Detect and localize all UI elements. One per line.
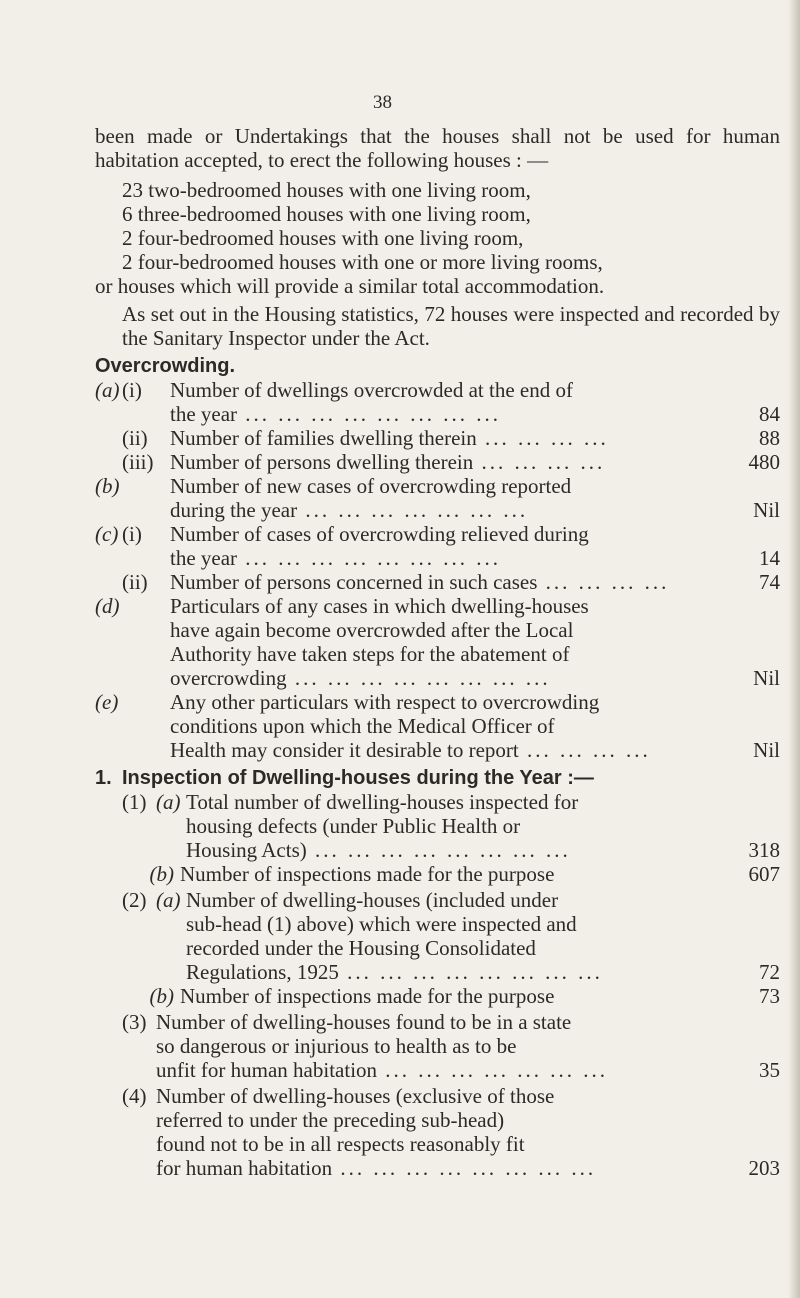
item-label: (a) xyxy=(95,378,120,402)
item-value: 72 xyxy=(759,960,780,984)
item-text: Number of dwelling-houses found to be in a state xyxy=(156,1010,572,1034)
item-text: so dangerous or injurious to health as to be xyxy=(156,1034,517,1058)
sub-label: (b) xyxy=(149,862,174,886)
item-text: Regulations, 1925 xyxy=(186,960,339,984)
item-text: the year xyxy=(170,546,238,570)
sub-label: (b) xyxy=(149,984,174,1008)
intro-paragraph: been made or Undertakings that the houses shall not be used for human habitation accepted, to erect the following houses : — xyxy=(95,124,780,172)
section-number: 1. xyxy=(95,767,112,789)
document-body xyxy=(95,124,780,1180)
item-text: have again become overcrowded after the Local xyxy=(170,618,574,642)
item-number: (1) xyxy=(122,790,147,814)
item-text: Number of dwelling-houses (included under xyxy=(186,888,559,912)
inspection-1a: (1) (a) Total number of dwelling-houses inspected for housing defects (under Public Health or Housing Acts) ... ... ... ... ... ... ... ... 318 xyxy=(122,790,780,862)
overcrowding-e: (e) Any other particulars with respect to overcrowding conditions upon which the Medical Officer of Health may consider it desirable to report ... ... ... ... Nil xyxy=(95,690,780,762)
item-text: Number of dwellings overcrowded at the end of xyxy=(170,378,573,402)
item-value: Nil xyxy=(753,738,780,762)
inspection-2b xyxy=(95,984,780,1008)
item-value: 14 xyxy=(759,546,780,570)
sub-label: (iii) xyxy=(122,450,154,474)
item-text: Total number of dwelling-houses inspected for xyxy=(186,790,579,814)
item-value: 73 xyxy=(759,984,780,1008)
item-text: Particulars of any cases in which dwelling-houses xyxy=(170,594,589,618)
item-text: Number of cases of overcrowding relieved during xyxy=(170,522,589,546)
item-label: (b) xyxy=(95,474,120,498)
houses-tail: or houses which will provide a similar total accommodation. xyxy=(95,274,605,298)
item-label: (e) xyxy=(95,690,119,714)
item-value: 203 xyxy=(748,1156,780,1180)
item-value: 607 xyxy=(748,862,780,886)
house-item: 2 four-bedroomed houses with one or more living rooms, xyxy=(122,250,603,274)
item-label: (d) xyxy=(95,594,120,618)
item-text: referred to under the preceding sub-head) xyxy=(156,1108,505,1132)
overcrowding-c-i: (c) (i) Number of cases of overcrowding relieved during the year ... ... ... ... ... ... ... ... 14 xyxy=(95,522,780,570)
item-text: Number of inspections made for the purpose xyxy=(180,862,555,886)
item-text: Number of families dwelling therein xyxy=(170,426,477,450)
item-text: Authority have taken steps for the abatement of xyxy=(170,642,570,666)
item-value: Nil xyxy=(753,666,780,690)
overcrowding-b: (b) Number of new cases of overcrowding reported during the year ... ... ... ... ... ... ... Nil xyxy=(95,474,780,522)
item-text: Number of dwelling-houses (exclusive of those xyxy=(156,1084,555,1108)
item-text: housing defects (under Public Health or xyxy=(186,814,521,838)
item-value: 88 xyxy=(759,426,780,450)
page-number: 38 xyxy=(373,92,392,113)
sub-label: (i) xyxy=(122,378,142,402)
item-value: 35 xyxy=(759,1058,780,1082)
item-text: found not to be in all respects reasonably fit xyxy=(156,1132,525,1156)
item-value: 74 xyxy=(759,570,780,594)
item-text: Number of persons concerned in such cases xyxy=(170,570,538,594)
item-text: overcrowding xyxy=(170,666,287,690)
item-number: (3) xyxy=(122,1010,147,1034)
item-value: Nil xyxy=(753,498,780,522)
sub-label: (a) xyxy=(156,790,181,814)
item-value: 84 xyxy=(759,402,780,426)
overcrowding-a-i: (a) (i) Number of dwellings overcrowded at the end of the year ... ... ... ... ... ... ... ... 84 xyxy=(95,378,780,426)
item-label: (c) xyxy=(95,522,119,546)
inspection-3: (3) Number of dwelling-houses found to be in a state so dangerous or injurious to health as to be unfit for human habitation ... ... ... ... ... ... ... 35 xyxy=(122,1010,780,1082)
sub-label: (ii) xyxy=(122,570,148,594)
item-text: the year xyxy=(170,402,238,426)
item-text: Number of persons dwelling therein xyxy=(170,450,474,474)
inspection-4: (4) Number of dwelling-houses (exclusive of those referred to under the preceding sub-head) found not to be in all respects reasonably fit for human habitation ... ... ... ... ... ... ... ... 203 xyxy=(122,1084,780,1180)
house-item: 2 four-bedroomed houses with one living room, xyxy=(122,226,524,250)
house-item: 6 three-bedroomed houses with one living room, xyxy=(122,202,531,226)
item-value: 318 xyxy=(748,838,780,862)
stats-paragraph: As set out in the Housing statistics, 72 houses were inspected and recorded by the Sanitary Inspector under the Act. xyxy=(122,302,780,350)
sub-label: (ii) xyxy=(122,426,148,450)
inspection-1b xyxy=(95,862,780,886)
item-value: 480 xyxy=(748,450,780,474)
overcrowding-a-ii: (ii) Number of families dwelling therein ... ... ... ... 88 xyxy=(122,426,780,450)
overcrowding-c-ii: (ii) Number of persons concerned in such cases ... ... ... ... 74 xyxy=(122,570,780,594)
item-text: for human habitation xyxy=(156,1156,333,1180)
item-number: (2) xyxy=(122,888,147,912)
section-title: Inspection of Dwelling-houses during the Year :— xyxy=(122,767,594,789)
item-text: Number of inspections made for the purpose xyxy=(180,984,555,1008)
overcrowding-heading: Overcrowding. xyxy=(95,355,236,377)
item-text: conditions upon which the Medical Officer of xyxy=(170,714,555,738)
overcrowding-d: (d) Particulars of any cases in which dwelling-houses have again become overcrowded after the Local Authority have taken steps for the abatement of overcrowding ... ... ... ... ... ... ... ... Nil xyxy=(95,594,780,690)
inspection-heading xyxy=(95,766,780,790)
houses-list xyxy=(95,178,780,274)
item-text: recorded under the Housing Consolidated xyxy=(186,936,536,960)
house-item: 23 two-bedroomed houses with one living room, xyxy=(122,178,531,202)
overcrowding-a-iii: (iii) Number of persons dwelling therein ... ... ... ... 480 xyxy=(122,450,780,474)
item-text: Housing Acts) xyxy=(186,838,307,862)
item-text: Any other particulars with respect to overcrowding xyxy=(170,690,600,714)
item-text: Number of new cases of overcrowding reported xyxy=(170,474,572,498)
item-text: during the year xyxy=(170,498,298,522)
page-edge-shadow xyxy=(788,0,800,1298)
item-text: Health may consider it desirable to report xyxy=(170,738,519,762)
sub-label: (a) xyxy=(156,888,181,912)
item-text: sub-head (1) above) which were inspected and xyxy=(186,912,577,936)
sub-label: (i) xyxy=(122,522,142,546)
item-number: (4) xyxy=(122,1084,147,1108)
inspection-2a: (2) (a) Number of dwelling-houses (included under sub-head (1) above) which were inspected and recorded under the Housing Consolidated Regulations, 1925 ... ... ... ... ... ... ... ... 72 xyxy=(122,888,780,984)
item-text: unfit for human habitation xyxy=(156,1058,378,1082)
